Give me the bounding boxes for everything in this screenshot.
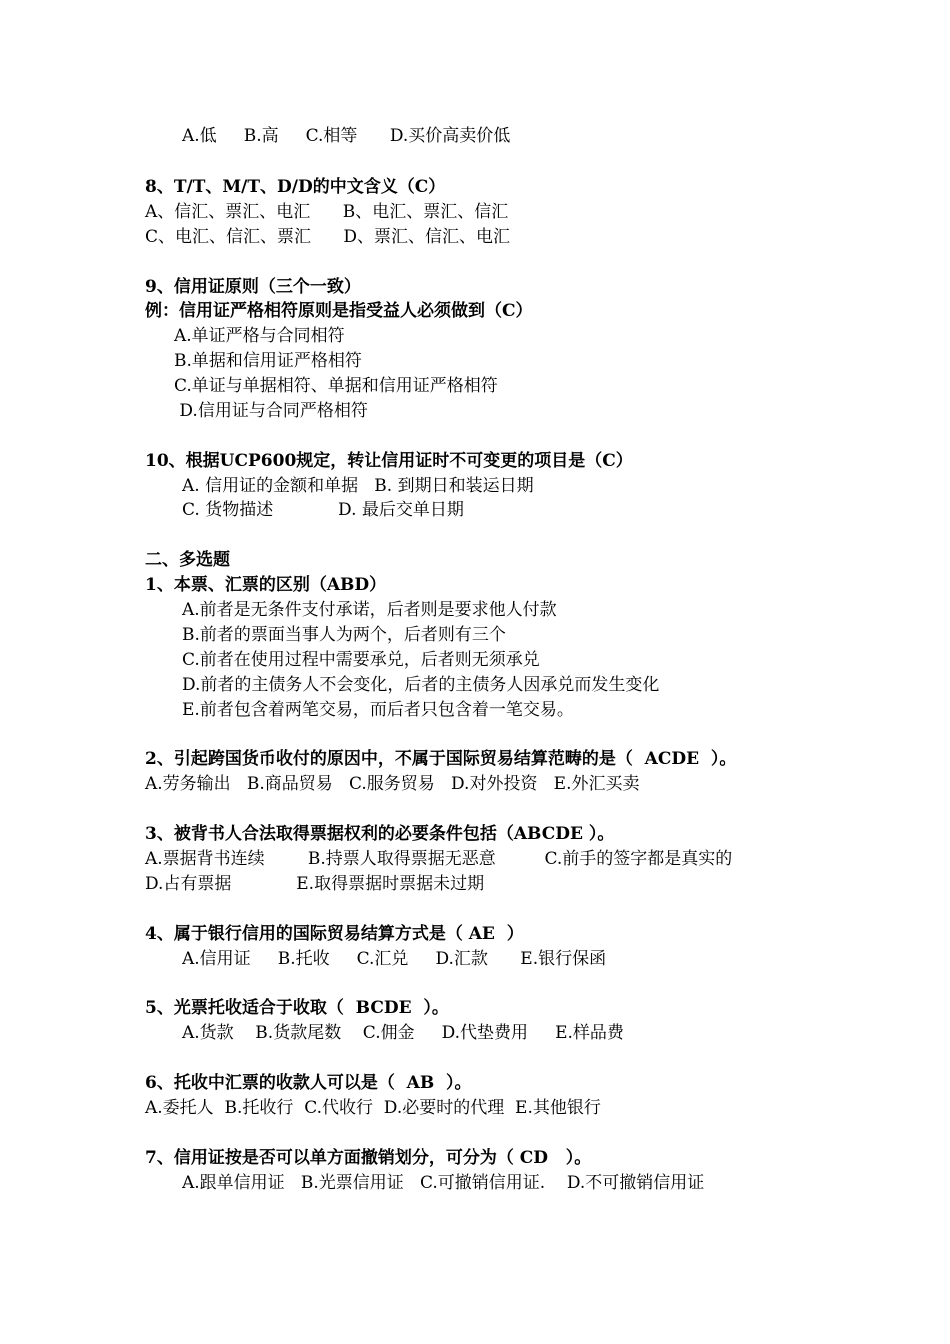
m2-question: 2、引起跨国货币收付的原因中，不属于国际贸易结算范畴的是（ ACDE ）。 xyxy=(145,749,737,769)
section-title-multiple-choice: 二、多选题 xyxy=(145,550,230,570)
m4-options: A.信用证 B.托收 C.汇兑 D.汇款 E.银行保函 xyxy=(182,949,607,969)
q9-option-c: C.单证与单据相符、单据和信用证严格相符 xyxy=(174,376,498,396)
m1-option-a: A.前者是无条件支付承诺，后者则是要求他人付款 xyxy=(182,600,557,620)
q9-option-a: A.单证严格与合同相符 xyxy=(174,326,345,346)
m7-question: 7、信用证按是否可以单方面撤销划分，可分为（ CD ）。 xyxy=(145,1148,592,1168)
m7-options: A.跟单信用证 B.光票信用证 C.可撤销信用证. D.不可撤销信用证 xyxy=(182,1173,705,1193)
q9-title: 9、信用证原则（三个一致） xyxy=(145,277,361,297)
m6-options: A.委托人 B.托收行 C.代收行 D.必要时的代理 E.其他银行 xyxy=(145,1098,601,1118)
m3-question: 3、被背书人合法取得票据权利的必要条件包括（ABCDE ）。 xyxy=(145,824,615,844)
q8-options-row1: A、信汇、票汇、电汇 B、电汇、票汇、信汇 xyxy=(145,202,509,222)
m4-question: 4、属于银行信用的国际贸易结算方式是（ AE ） xyxy=(145,924,524,944)
q9-option-b: B.单据和信用证严格相符 xyxy=(174,351,362,371)
m5-question: 5、光票托收适合于收取（ BCDE ）。 xyxy=(145,998,449,1018)
q9-question: 例：信用证严格相符原则是指受益人必须做到（C） xyxy=(145,301,533,321)
q7-prev-options: A.低 B.高 C.相等 D.买价高卖价低 xyxy=(182,126,511,146)
m1-question: 1、本票、汇票的区别（ABD） xyxy=(145,575,387,595)
m3-options-row1: A.票据背书连续 B.持票人取得票据无恶意 C.前手的签字都是真实的 xyxy=(145,849,733,869)
m1-option-e: E.前者包含着两笔交易，而后者只包含着一笔交易。 xyxy=(182,700,574,720)
q10-question: 10、根据UCP600规定，转让信用证时不可变更的项目是（C） xyxy=(145,451,633,471)
q10-options-row2: C. 货物描述 D. 最后交单日期 xyxy=(182,500,464,520)
q8-question: 8、T/T、M/T、D/D的中文含义（C） xyxy=(145,177,446,197)
m5-options: A.货款 B.货款尾数 C.佣金 D.代垫费用 E.样品费 xyxy=(182,1023,624,1043)
q8-options-row2: C、电汇、信汇、票汇 D、票汇、信汇、电汇 xyxy=(145,227,511,247)
m6-question: 6、托收中汇票的收款人可以是（ AB ）。 xyxy=(145,1073,472,1093)
m1-option-c: C.前者在使用过程中需要承兑，后者则无须承兑 xyxy=(182,650,540,670)
m1-option-b: B.前者的票面当事人为两个，后者则有三个 xyxy=(182,625,506,645)
q10-options-row1: A. 信用证的金额和单据 B. 到期日和装运日期 xyxy=(182,476,534,496)
m3-options-row2: D.占有票据 E.取得票据时票据未过期 xyxy=(145,874,485,894)
m2-options: A.劳务输出 B.商品贸易 C.服务贸易 D.对外投资 E.外汇买卖 xyxy=(145,774,640,794)
q9-option-d: D.信用证与合同严格相符 xyxy=(174,401,368,421)
m1-option-d: D.前者的主债务人不会变化，后者的主债务人因承兑而发生变化 xyxy=(182,675,660,695)
